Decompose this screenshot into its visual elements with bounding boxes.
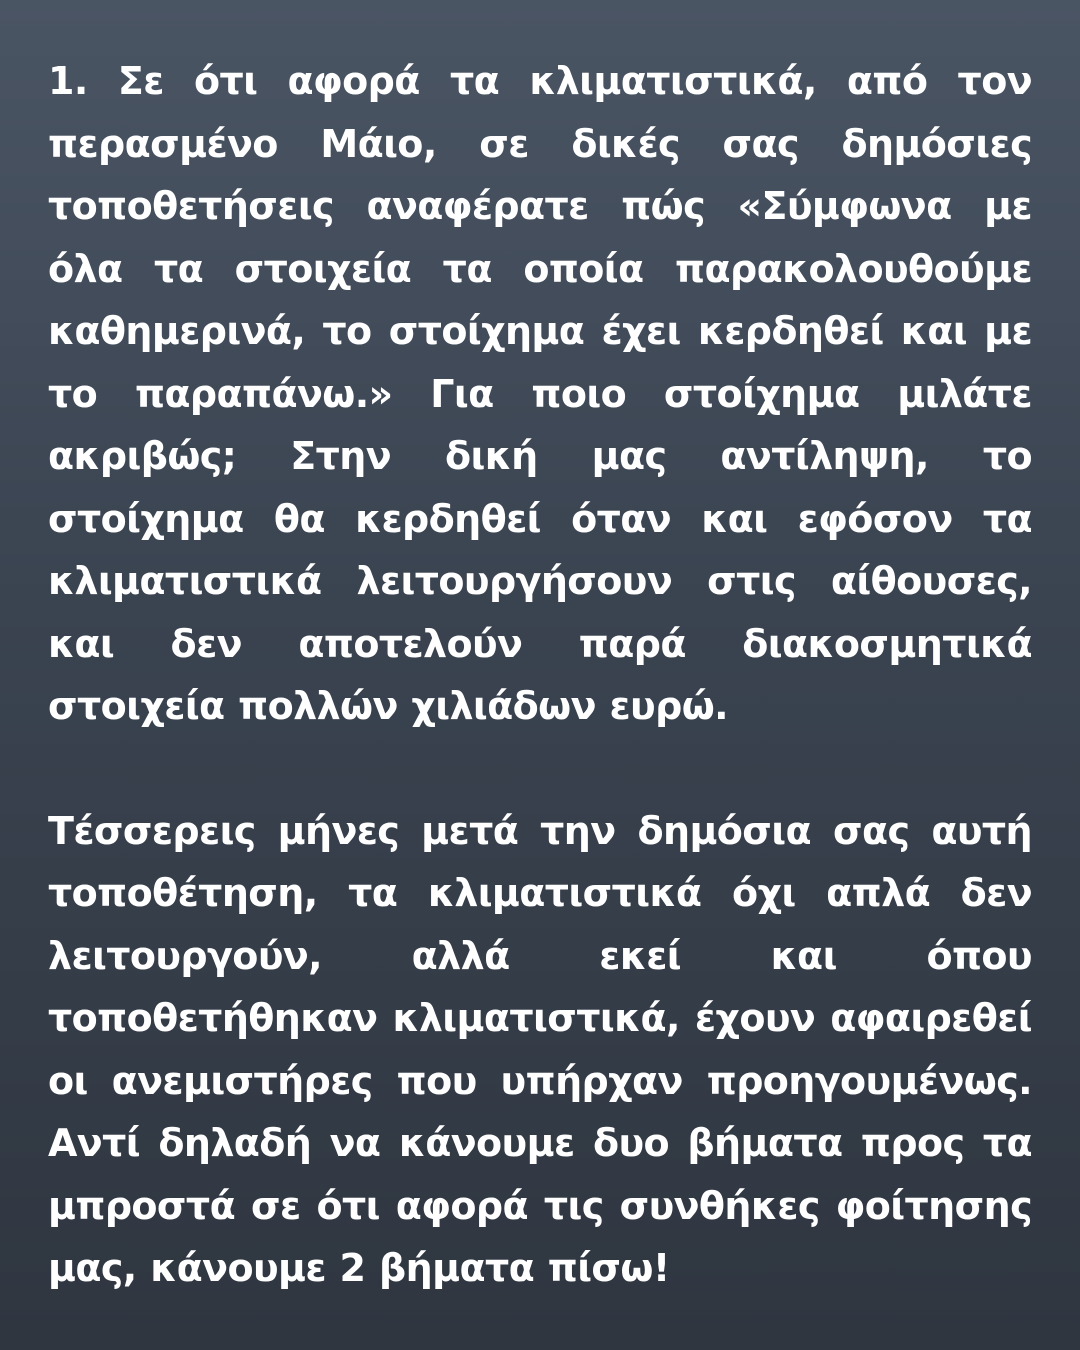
paragraph-2: Τέσσερεις μήνες μετά την δημόσια σας αυτή τοποθέτηση, τα κλιματιστικά όχι απλά δεν λειτουργούν, αλλά εκεί και όπου τοποθετήθηκαν κλιματιστικά, έχουν αφαιρεθεί οι ανεμιστήρες που υπήρχαν προηγουμένως. Αντί δηλαδή να κάνουμε δυο βήματα προς τα μπροστά σε ότι αφορά τις συνθήκες φοίτησης μας, κάνουμε 2 βήματα πίσω! <box>48 808 1032 1290</box>
paragraph-1: 1. Σε ότι αφορά τα κλιματιστικά, από τον περασμένο Μάιο, σε δικές σας δημόσιες τοποθετήσεις αναφέρατε πώς «Σύμφωνα με όλα τα στοιχεία τα οποία παρακολουθούμε καθημερινά, το στοίχημα έχει κερδηθεί και με το παραπάνω.» Για ποιο στοίχημα μιλάτε ακριβώς; Στην δική μας αντίληψη, το στοίχημα θα κερδηθεί όταν και εφόσον τα κλιματιστικά λειτουργήσουν στις αίθουσες, και δεν αποτελούν παρά διακοσμητικά στοιχεία πολλών χιλιάδων ευρώ. <box>48 59 1032 728</box>
post-text-block <box>48 50 1032 1300</box>
